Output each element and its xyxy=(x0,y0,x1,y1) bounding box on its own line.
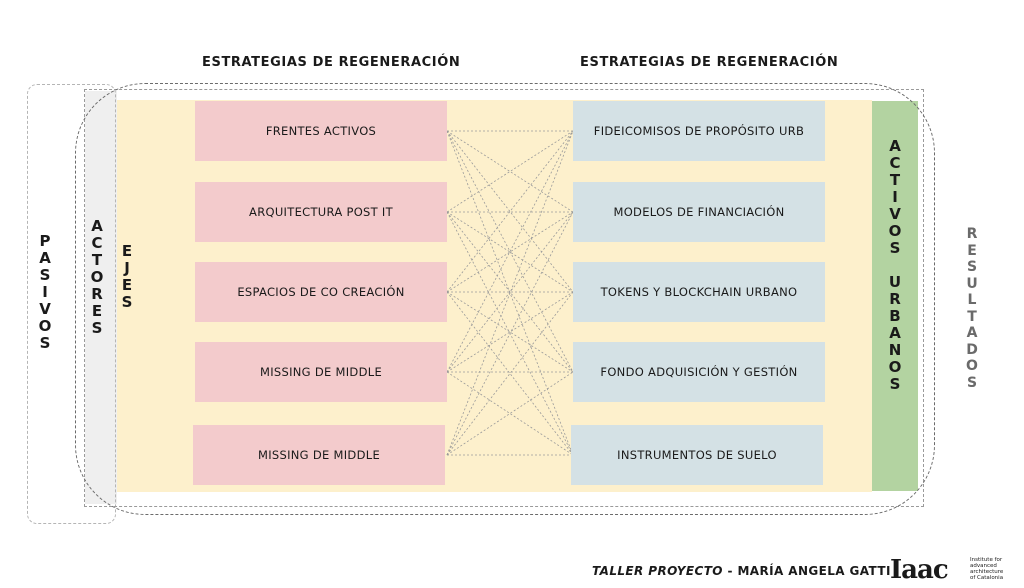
actores-letter: A xyxy=(91,217,103,235)
activos_urbanos_1-letter: A xyxy=(889,137,901,155)
right-item-3: TOKENS Y BLOCKCHAIN URBANO xyxy=(573,262,825,322)
actores-letter: C xyxy=(91,234,103,252)
right-item-2: MODELOS DE FINANCIACIÓN xyxy=(573,182,825,242)
pasivos-letter: S xyxy=(39,334,51,352)
pasivos-letter: V xyxy=(39,300,51,318)
connection-line xyxy=(447,292,573,455)
actores-letter: T xyxy=(91,251,103,269)
resultados-letter: O xyxy=(966,358,978,374)
resultados-letter: L xyxy=(967,292,977,308)
activos_urbanos_1-letter: T xyxy=(889,171,901,189)
ejes-letter: J xyxy=(124,259,130,277)
activos_urbanos_1-letter: O xyxy=(888,222,902,240)
resultados-letter: E xyxy=(967,242,977,259)
right-item-4: FONDO ADQUISICIÓN Y GESTIÓN xyxy=(573,342,825,402)
resultados-letter: T xyxy=(967,308,977,325)
connection-line xyxy=(447,131,573,212)
connection-line xyxy=(447,292,573,455)
left-item-4: MISSING DE MIDDLE xyxy=(195,342,447,402)
resultados-letter: D xyxy=(966,341,978,358)
footer-course: TALLER PROYECTO xyxy=(592,564,723,578)
connection-line xyxy=(447,292,573,372)
activos_urbanos_2-letter: R xyxy=(889,290,901,308)
activos_urbanos_2-letter: N xyxy=(888,341,902,359)
resultados-letter: S xyxy=(966,374,978,391)
activos_urbanos_2-letter: U xyxy=(888,273,902,291)
pasivos-label xyxy=(37,233,53,352)
left-item-1: FRENTES ACTIVOS xyxy=(195,101,447,161)
pasivos-letter: O xyxy=(38,317,52,335)
right-item-5: INSTRUMENTOS DE SUELO xyxy=(571,425,823,485)
right-heading: ESTRATEGIAS DE REGENERACIÓN xyxy=(580,55,839,70)
resultados-letter: A xyxy=(966,325,978,341)
pasivos-letter: P xyxy=(39,232,51,250)
connection-line xyxy=(447,292,573,372)
activos_urbanos_1-letter: V xyxy=(889,205,901,223)
resultados-letter: S xyxy=(966,259,978,275)
iaac-logo: Iaac xyxy=(890,555,948,585)
footer-separator: - xyxy=(722,564,738,578)
pasivos-letter: I xyxy=(42,283,48,301)
iaac-logo-caption: Institute for advanced architecture of Catalonia xyxy=(970,557,1004,581)
actores-letter: S xyxy=(91,319,103,337)
activos_urbanos_1-letter: S xyxy=(889,239,901,257)
actores-letter: R xyxy=(91,285,103,303)
left-item-2: ARQUITECTURA POST IT xyxy=(195,182,447,242)
left-item-3: ESPACIOS DE CO CREACIÓN xyxy=(195,262,447,322)
resultados-letter: U xyxy=(966,275,978,292)
activos_urbanos_1-letter: C xyxy=(889,154,901,172)
activos_urbanos_2-letter: O xyxy=(888,358,902,376)
ejes-label xyxy=(119,243,135,311)
left-item-5: MISSING DE MIDDLE xyxy=(193,425,445,485)
footer-author: MARÍA ANGELA GATTI xyxy=(737,564,891,578)
pasivos-letter: S xyxy=(39,266,51,284)
pasivos-letter: A xyxy=(39,249,51,267)
right-item-1: FIDEICOMISOS DE PROPÓSITO URB xyxy=(573,101,825,161)
activos_urbanos_2-letter: A xyxy=(889,324,901,342)
actores-letter: O xyxy=(90,268,104,286)
connection-line xyxy=(447,131,573,212)
activos_urbanos_2-letter: B xyxy=(889,307,901,325)
activos_urbanos_1-letter: I xyxy=(892,188,898,206)
ejes-letter: S xyxy=(121,293,133,311)
resultados-letter: R xyxy=(966,226,978,242)
resultados-label xyxy=(964,226,980,391)
activos_urbanos_2-letter: S xyxy=(889,375,901,393)
ejes-letter: E xyxy=(121,242,133,260)
actores-letter: E xyxy=(91,302,103,320)
footer-credit xyxy=(592,564,891,578)
ejes-letter: E xyxy=(121,276,133,294)
actores-label xyxy=(89,218,105,337)
left-heading: ESTRATEGIAS DE REGENERACIÓN xyxy=(202,55,461,70)
activos-urbanos-label xyxy=(887,138,903,393)
